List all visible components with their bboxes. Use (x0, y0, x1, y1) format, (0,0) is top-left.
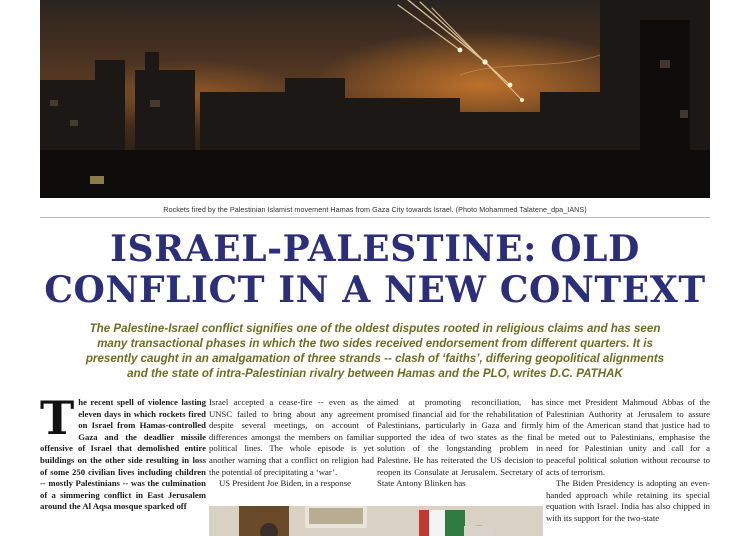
standfirst-line-4: and the state of intra-Palestinian rivalry between Hamas and the PLO, writes D.C. PATHAK (127, 367, 623, 380)
caption-rule (40, 217, 710, 218)
column-2-paragraph-1: Israel accepted a cease-fire -- even as the UNSC failed to bring about any agreement despite several meetings, on account of differences amongst the members on familiar political lines. The whole episode is yet another warning that a conflict on religion had the potential of precipitating a ‘war’. (209, 397, 374, 477)
photo-caption: Rockets fired by the Palestinian Islamist movement Hamas from Gaza City towards Israel. (Photo Mohammed Talatene_dpa_IANS) (163, 205, 587, 214)
drop-cap: T (40, 391, 75, 445)
standfirst-line-1: The Palestine-Israel conflict signifies one of the oldest disputes rooted in religious claims and has seen (89, 322, 661, 335)
body-column-1 (40, 391, 206, 513)
column-3-text: aimed at promoting reconciliation, has promised financial aid for the rehabilitation of Palestinians, particularly in Gaza and firmly supported the idea of two states as the final solution of the longstanding problem in Palestine. He has reiterated the US decision to reopen its Consulate at Jerusalem. Secretary of State Antony Blinken has (377, 397, 543, 489)
headline-line-2: CONFLICT IN A NEW CONTEXT (44, 269, 706, 311)
body-column-4 (546, 397, 710, 525)
rocket-night-photo (40, 0, 710, 198)
column-2-paragraph-2: US President Joe Biden, in a response (219, 478, 351, 489)
headline-line-1: ISRAEL-PALESTINE: OLD (110, 228, 640, 270)
column-4-paragraph-1: since met President Mahmoud Abbas of the Palestinian Authority at Jerusalem to assure him of the American stand that justice had to be meted out to Palestinians, emphasise the need for Palestinian unity and call for a peaceful political solution without recourse to acts of terrorism. (546, 397, 710, 477)
meeting-inset-photo (209, 506, 543, 536)
body-column-2 (209, 397, 374, 490)
standfirst-line-3: presently caught in an amalgamation of three strands -- clash of ‘faiths’, differing geopolitical alignments (85, 352, 665, 365)
column-1-text: he recent spell of violence lasting eleven days in which rockets fired on Israel from Hamas-controlled Gaza and the deadlier missile offensive of Israel that demolished entire buildings on the other side resulting in loss of some 250 civilian lives including children -- mostly Palestinians -- was the culmination of a simmering conflict in East Jerusalem around the Al Aqsa mosque sparked off (40, 397, 206, 512)
column-4-paragraph-2: The Biden Presidency is adopting an even-handed approach while retaining its special equation with Israel. India has also chipped in with its support for the two-state (546, 478, 710, 523)
article-headline (30, 229, 720, 311)
article-standfirst (40, 321, 710, 381)
standfirst-line-2: many transactional phases in which the two sides received endorsement from different quarters. It is (97, 337, 653, 350)
body-column-3 (377, 397, 543, 490)
